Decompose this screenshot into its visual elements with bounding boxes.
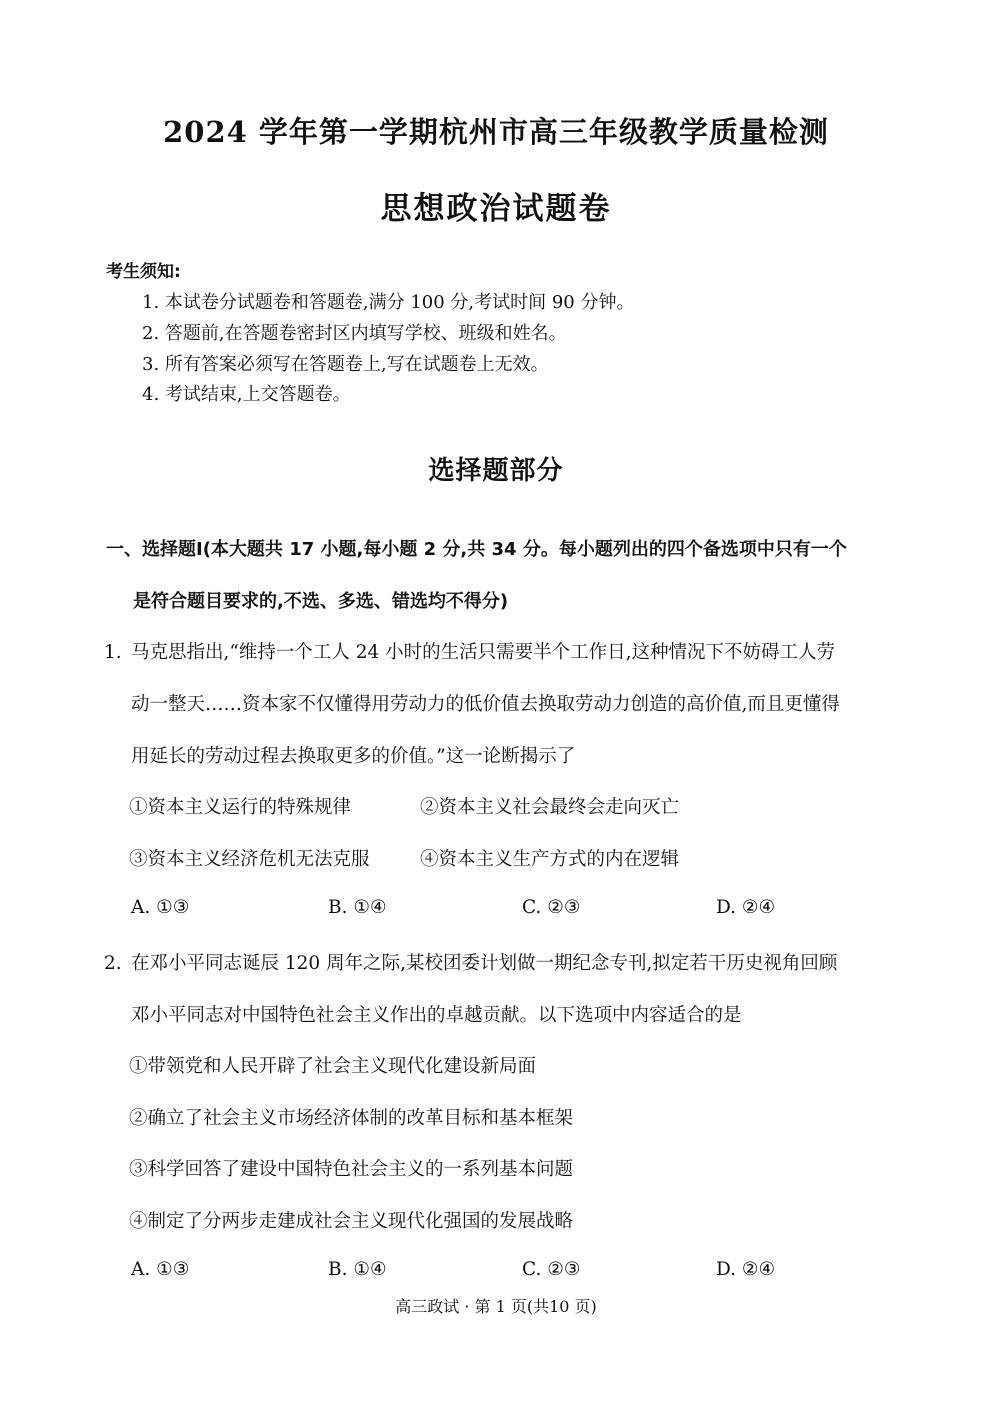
option-a: A. ①③	[131, 1259, 190, 1280]
question-1-line	[104, 638, 835, 664]
question-number: 2.	[104, 953, 122, 974]
notice-item: 3. 所有答案必须写在答题卷上,写在试题卷上无效。	[142, 354, 549, 375]
question-text: 马克思指出,“维持一个工人 24 小时的生活只需要半个工作日,这种情况下不妨碍工人劳	[131, 642, 836, 663]
notice-item: 1. 本试卷分试题卷和答题卷,满分 100 分,考试时间 90 分钟。	[142, 292, 635, 313]
statement-4: ④资本主义生产方式的内在逻辑	[420, 849, 680, 870]
page-footer: 高三政试 · 第 1 页(共10 页)	[395, 1297, 597, 1316]
option-c: C. ②③	[522, 897, 581, 918]
statement-1: ①资本主义运行的特殊规律	[129, 797, 352, 818]
statement-3: ③资本主义经济危机无法克服	[129, 849, 370, 870]
exam-title: 2024 学年第一学期杭州市高三年级教学质量检测	[163, 115, 829, 149]
statement-1: ①带领党和人民开辟了社会主义现代化建设新局面	[129, 1056, 537, 1077]
option-d: D. ②④	[716, 897, 776, 918]
part-instructions-line-1: 一、选择题Ⅰ(本大题共 17 小题,每小题 2 分,共 34 分。每小题列出的四个备选项中只有一个	[106, 539, 847, 560]
section-heading: 选择题部分	[428, 456, 564, 486]
question-2-line: 邓小平同志对中国特色社会主义作出的卓越贡献。以下选项中内容适合的是	[131, 1005, 742, 1026]
notice-item: 4. 考试结束,上交答题卷。	[142, 384, 351, 405]
option-d: D. ②④	[716, 1259, 776, 1280]
statement-4: ④制定了分两步走建成社会主义现代化强国的发展战略	[129, 1211, 574, 1232]
part-instructions-line-2: 是符合题目要求的,不选、多选、错选均不得分)	[133, 591, 509, 612]
question-text: 在邓小平同志诞辰 120 周年之际,某校团委计划做一期纪念专刊,拟定若干历史视角回顾	[131, 953, 838, 974]
notice-heading: 考生须知:	[106, 262, 181, 282]
option-a: A. ①③	[131, 897, 190, 918]
option-b: B. ①④	[328, 1259, 387, 1280]
statement-2: ②确立了社会主义市场经济体制的改革目标和基本框架	[129, 1108, 574, 1129]
question-2-line	[104, 949, 837, 975]
question-number: 1.	[104, 642, 122, 663]
statement-2: ②资本主义社会最终会走向灭亡	[420, 797, 680, 818]
option-b: B. ①④	[328, 897, 387, 918]
notice-item: 2. 答题前,在答题卷密封区内填写学校、班级和姓名。	[142, 323, 567, 344]
question-1-line: 用延长的劳动过程去换取更多的价值。”这一论断揭示了	[131, 746, 576, 767]
question-1-line: 动一整天……资本家不仅懂得用劳动力的低价值去换取劳动力创造的高价值,而且更懂得	[131, 694, 840, 715]
option-c: C. ②③	[522, 1259, 581, 1280]
exam-subtitle: 思想政治试题卷	[380, 191, 612, 227]
statement-3: ③科学回答了建设中国特色社会主义的一系列基本问题	[129, 1159, 574, 1180]
